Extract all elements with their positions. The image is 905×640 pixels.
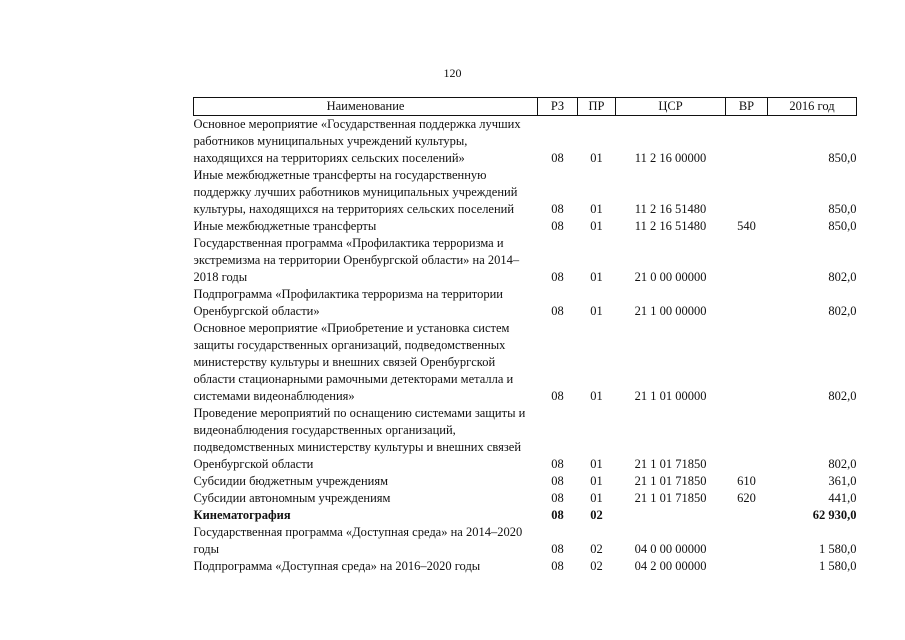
row-rz: 08 — [551, 491, 564, 505]
table-row — [194, 116, 857, 168]
table-row — [194, 524, 857, 558]
row-name-line: области стационарными рамочными детекторами металла и — [193, 372, 514, 386]
row-name-line: подведомственных министерству культуры и внешних связей — [193, 440, 522, 454]
row-pr: 02 — [590, 559, 603, 573]
row-rz: 08 — [551, 508, 564, 522]
row-vr — [726, 558, 768, 575]
row-name — [194, 116, 538, 168]
row-pr: 01 — [590, 474, 603, 488]
row-vr — [726, 320, 768, 405]
table-row — [194, 286, 857, 320]
row-name-line: видеонаблюдения государственных организаций, — [193, 423, 456, 437]
row-csr: 11 2 16 00000 — [634, 151, 707, 165]
table-header-row — [194, 98, 857, 116]
row-name-line: Иные межбюджетные трансферты — [193, 219, 377, 233]
row-sum: 802,0 — [828, 304, 857, 318]
table-body — [194, 116, 857, 576]
row-vr — [726, 405, 768, 473]
row-rz: 08 — [551, 304, 564, 318]
row-csr: 04 0 00 00000 — [634, 542, 707, 556]
row-name-line: системами видеонаблюдения» — [193, 389, 355, 403]
row-rz: 08 — [551, 202, 564, 216]
table-row — [194, 218, 857, 235]
row-name-line: экстремизма на территории Оренбургской области» на 2014– — [193, 253, 520, 267]
row-name-line: Субсидии автономным учреждениям — [193, 491, 391, 505]
table-row — [194, 320, 857, 405]
row-sum: 850,0 — [828, 219, 857, 233]
row-name-line: защиты государственных организаций, подведомственных — [193, 338, 506, 352]
row-name — [194, 320, 538, 405]
row-name-line: Субсидии бюджетным учреждениям — [193, 474, 389, 488]
table-row — [194, 473, 857, 490]
row-rz: 08 — [551, 389, 564, 403]
row-name-line: министерству культуры и внешних связей Оренбургской — [193, 355, 496, 369]
row-rz: 08 — [551, 270, 564, 284]
row-csr: 21 1 01 71850 — [634, 474, 707, 488]
row-csr: 21 1 00 00000 — [634, 304, 707, 318]
row-vr — [726, 286, 768, 320]
row-name — [194, 507, 538, 524]
table-row — [194, 490, 857, 507]
row-name — [194, 524, 538, 558]
row-name-line: Основное мероприятие «Приобретение и установка систем — [193, 321, 510, 335]
table-row — [194, 507, 857, 524]
row-name-line: 2018 годы — [193, 270, 248, 284]
row-csr: 04 2 00 00000 — [634, 559, 707, 573]
row-csr: 21 1 01 00000 — [634, 389, 707, 403]
row-pr: 02 — [590, 508, 603, 522]
row-sum: 802,0 — [828, 270, 857, 284]
row-sum: 441,0 — [828, 491, 857, 505]
row-name-line: Оренбургской области» — [193, 304, 320, 318]
table-row — [194, 558, 857, 575]
row-name — [194, 235, 538, 286]
row-pr: 01 — [590, 151, 603, 165]
row-name-line: годы — [193, 542, 219, 556]
row-pr: 01 — [590, 304, 603, 318]
header-name: Наименование — [194, 98, 538, 116]
row-name — [194, 218, 538, 235]
row-name-line: Оренбургской области — [193, 457, 314, 471]
row-sum: 802,0 — [828, 389, 857, 403]
row-pr: 01 — [590, 389, 603, 403]
header-csr: ЦСР — [616, 98, 726, 116]
row-rz: 08 — [551, 219, 564, 233]
row-vr — [726, 116, 768, 168]
row-sum: 62 930,0 — [812, 508, 857, 522]
row-sum: 802,0 — [828, 457, 857, 471]
row-vr: 610 — [737, 474, 756, 488]
row-rz: 08 — [551, 542, 564, 556]
row-name-line: Подпрограмма «Профилактика терроризма на территории — [193, 287, 503, 301]
header-vr: ВР — [726, 98, 768, 116]
row-name — [194, 490, 538, 507]
row-rz: 08 — [551, 474, 564, 488]
row-sum: 1 580,0 — [819, 559, 857, 573]
row-pr: 01 — [590, 202, 603, 216]
row-pr: 01 — [590, 270, 603, 284]
table-row — [194, 235, 857, 286]
row-pr: 01 — [590, 219, 603, 233]
row-pr: 01 — [590, 457, 603, 471]
header-sum: 2016 год — [768, 98, 857, 116]
row-csr: 21 0 00 00000 — [634, 270, 707, 284]
table-row — [194, 405, 857, 473]
row-name-line: Подпрограмма «Доступная среда» на 2016–2020 годы — [193, 559, 481, 573]
row-sum: 1 580,0 — [819, 542, 857, 556]
row-vr: 540 — [737, 219, 756, 233]
row-pr: 01 — [590, 491, 603, 505]
row-csr: 21 1 01 71850 — [634, 491, 707, 505]
row-csr: 11 2 16 51480 — [634, 202, 707, 216]
row-vr — [726, 507, 768, 524]
row-name-line: Проведение мероприятий по оснащению системами защиты и — [193, 406, 526, 420]
row-name-line: находящихся на территориях сельских поселений» — [193, 151, 465, 165]
budget-table — [193, 97, 857, 575]
row-csr: 21 1 01 71850 — [634, 457, 707, 471]
header-rz: РЗ — [538, 98, 578, 116]
row-sum: 361,0 — [828, 474, 857, 488]
row-vr — [726, 235, 768, 286]
row-name-line: культуры, находящихся на территориях сельских поселений — [193, 202, 515, 216]
row-name-line: Кинематография — [193, 508, 291, 522]
row-name — [194, 286, 538, 320]
row-name — [194, 558, 538, 575]
row-name-line: Иные межбюджетные трансферты на государственную — [193, 168, 487, 182]
row-vr: 620 — [737, 491, 756, 505]
row-rz: 08 — [551, 559, 564, 573]
page-number: 120 — [443, 66, 462, 80]
row-name — [194, 167, 538, 218]
row-name-line: работников муниципальных учреждений культуры, — [193, 134, 468, 148]
row-rz: 08 — [551, 151, 564, 165]
table-row — [194, 167, 857, 218]
row-name — [194, 473, 538, 490]
row-sum: 850,0 — [828, 202, 857, 216]
row-pr: 02 — [590, 542, 603, 556]
row-sum: 850,0 — [828, 151, 857, 165]
row-vr — [726, 524, 768, 558]
row-vr — [726, 167, 768, 218]
row-name-line: Государственная программа «Профилактика терроризма и — [193, 236, 504, 250]
row-name-line: Государственная программа «Доступная среда» на 2014–2020 — [193, 525, 523, 539]
row-rz: 08 — [551, 457, 564, 471]
row-csr — [616, 507, 726, 524]
row-name-line: поддержку лучших работников муниципальных учреждений — [193, 185, 518, 199]
row-name-line: Основное мероприятие «Государственная поддержка лучших — [193, 117, 521, 131]
header-pr: ПР — [578, 98, 616, 116]
row-csr: 11 2 16 51480 — [634, 219, 707, 233]
row-name — [194, 405, 538, 473]
